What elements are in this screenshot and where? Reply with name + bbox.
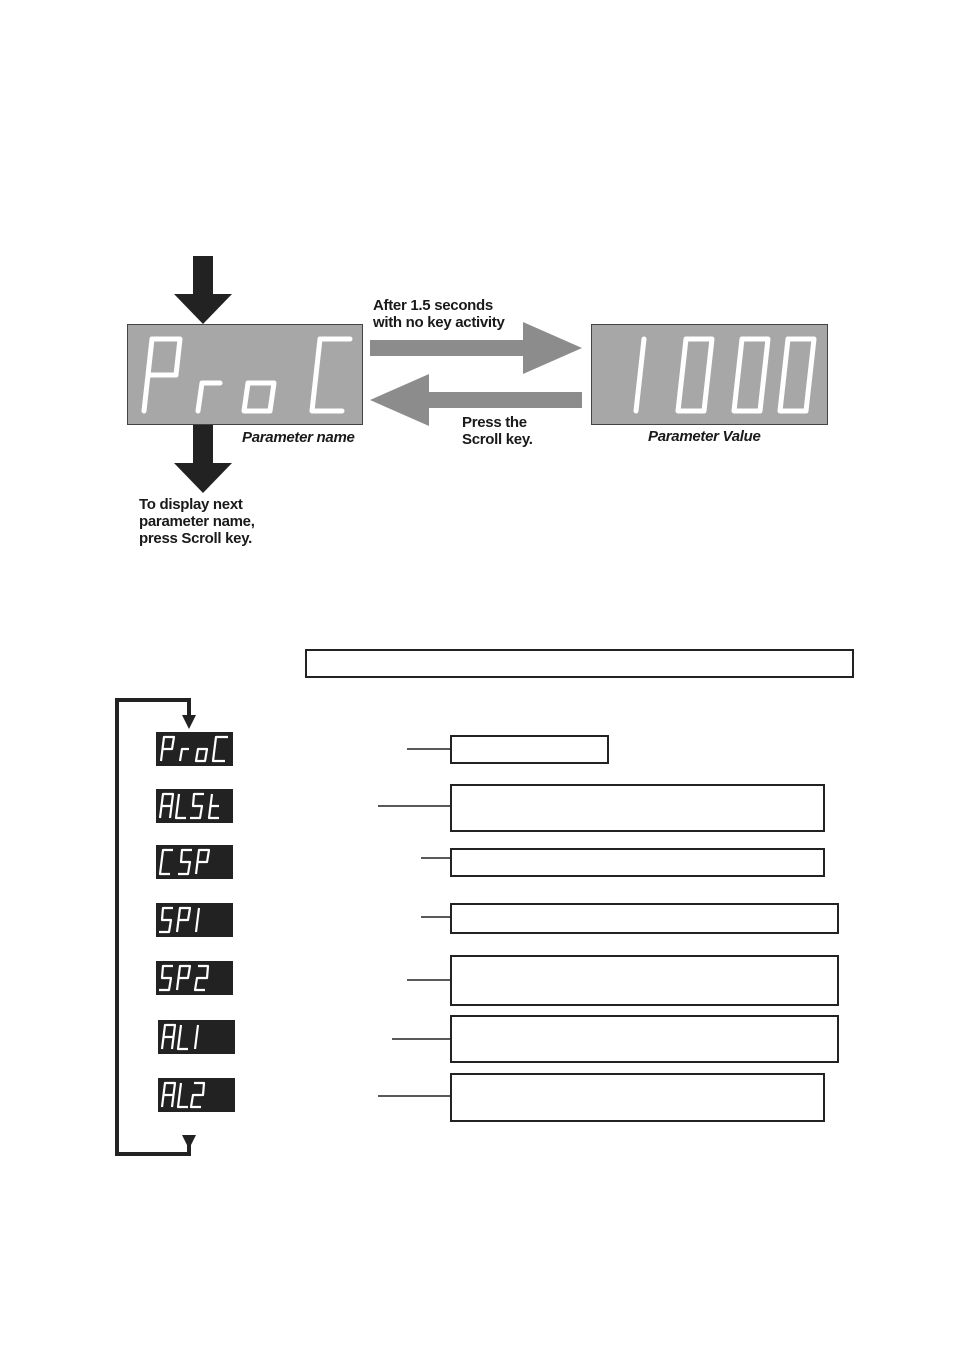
proc-segment-text: [128, 325, 364, 426]
al2-icon: [158, 1078, 235, 1112]
sp2-description-box: [450, 955, 839, 1006]
list-item-al1-display: [158, 1020, 235, 1054]
scroll-key-label: Press the Scroll key.: [462, 414, 533, 448]
proc-icon: [156, 732, 233, 766]
al2-description-box: [450, 1073, 825, 1122]
input-arrow: [174, 256, 232, 326]
timeout-label: After 1.5 seconds with no key activity: [373, 297, 505, 331]
al1-description-box: [450, 1015, 839, 1063]
alst-icon: [156, 789, 233, 823]
csp-description-box: [450, 848, 825, 877]
list-item-al2-display: [158, 1078, 235, 1112]
list-item-sp1-display: [156, 903, 233, 937]
parameter-value-caption: Parameter Value: [648, 428, 761, 445]
sp1-icon: [156, 903, 233, 937]
parameter-name-display: [127, 324, 363, 425]
list-item-sp2-display: [156, 961, 233, 995]
next-parameter-label: To display next parameter name, press Scroll key.: [139, 496, 255, 547]
csp-icon: [156, 845, 233, 879]
parameter-name-caption: Parameter name: [242, 429, 355, 446]
sp1-description-box: [450, 903, 839, 934]
list-item-alst-display: [156, 789, 233, 823]
sp2-icon: [156, 961, 233, 995]
value-segment-text: [592, 325, 829, 426]
list-header-box: [305, 649, 854, 678]
al1-icon: [158, 1020, 235, 1054]
proc-description-box: [450, 735, 609, 764]
list-item-csp-display: [156, 845, 233, 879]
list-item-proc-display: [156, 732, 233, 766]
connector-lines: [370, 740, 460, 1110]
alst-description-box: [450, 784, 825, 832]
next-parameter-arrow: [174, 425, 232, 493]
parameter-value-display: [591, 324, 828, 425]
